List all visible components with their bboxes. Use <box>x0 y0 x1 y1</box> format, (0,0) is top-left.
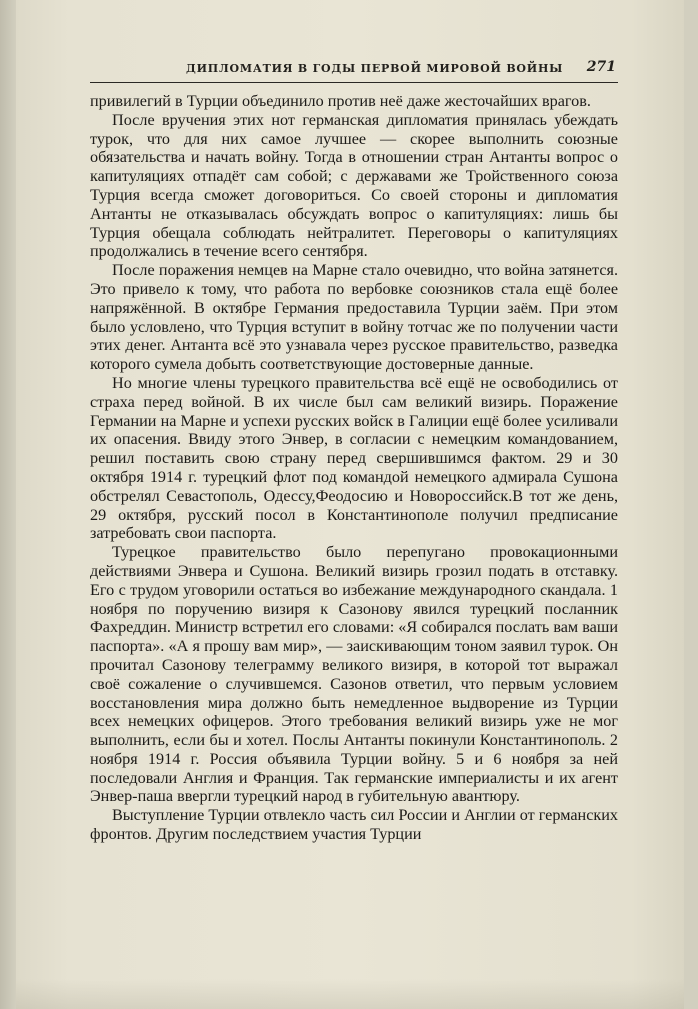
paragraph-3: После поражения немцев на Марне стало очевидно, что война затянется. Это привело к тому, что работа по вербовке союзников стала ещё более напряжённой. В октябре Германия предоставила Турции заём. При этом было условлено, что Турция вступит в войну тотчас же по получении части этих денег. Антанта всё это узнавала через русское правительство, разведка которого сумела добыть соответствующие достоверные данные. <box>90 261 618 374</box>
page-bottom-shade <box>16 979 684 1009</box>
paragraph-4: Но многие члены турецкого правительства всё ещё не освободились от страха перед войной. В их числе был сам великий визирь. Поражение Германии на Марне и успехи русских войск в Галиции ещё более усиливали их опасения. Ввиду этого Энвер, в согласии с немецким командованием, решил поставить свою страну перед свершившимся фактом. 29 и 30 октября 1914 г. турецкий флот под командой немецкого адмирала Сушона обстрелял Севастополь, Одессу,Феодосию и Новороссийск.В тот же день, 29 октября, русский посол в Константинополе получил предписание затребовать свои паспорта. <box>90 373 618 543</box>
paragraph-5: Турецкое правительство было перепугано провокационными действиями Энвера и Сушона. Великий визирь грозил подать в отставку. Его с трудом уговорили остаться во избежание международного скандала. 1 ноября по поручению визиря к Сазонову явился турецкий посланник Фахреддин. Министр встретил его словами: «Я собирался послать вам ваши паспорта». «А я прошу вам мир», — заискивающим тоном заявил турок. Он прочитал Сазонову телеграмму великого визиря, в которой тот выражал своё сожаление о случившемся. Сазонов ответил, что первым условием восстановления мира должно быть немедленное выдворение из Турции всех немецких офицеров. Этого требования великий визирь уже не мог выполнить, если бы и хотел. Послы Антанты покинули Константинополь. 2 ноября 1914 г. Россия объявила Турции войну. 5 и 6 ноября за ней последовали Англия и Франция. Так германские империалисты и их агент Энвер-паша ввергли турецкий народ в губительную авантюру. <box>90 543 618 806</box>
body-text <box>90 92 618 844</box>
book-page <box>16 0 684 1009</box>
running-head: ДИПЛОМАТИЯ В ГОДЫ ПЕРВОЙ МИРОВОЙ ВОЙНЫ <box>186 62 564 75</box>
page-header <box>90 58 618 83</box>
page-number: 271 <box>586 59 616 75</box>
paragraph-2: После вручения этих нот германская дипломатия принялась убеждать турок, что для них самое лучшее — скорее выполнить союзные обязательства и начать войну. Тогда в отношении стран Антанты вопрос о капитуляциях отпадёт сам собой; с державами же Тройственного союза Турция всегда сможет договориться. Со своей стороны и дипломатия Антанты не отказывалась обсуждать вопрос о капитуляциях: лишь бы Турция обещала соблюдать нейтралитет. Переговоры о капитуляциях продолжались в течение всего сентября. <box>90 110 618 261</box>
page-shadow-edge <box>0 0 16 1009</box>
paragraph-6: Выступление Турции отвлекло часть сил России и Англии от германских фронтов. Другим последствием участия Турции <box>90 806 618 844</box>
paragraph-1: привилегий в Турции объединило против неё даже жесточайших врагов. <box>90 92 591 110</box>
